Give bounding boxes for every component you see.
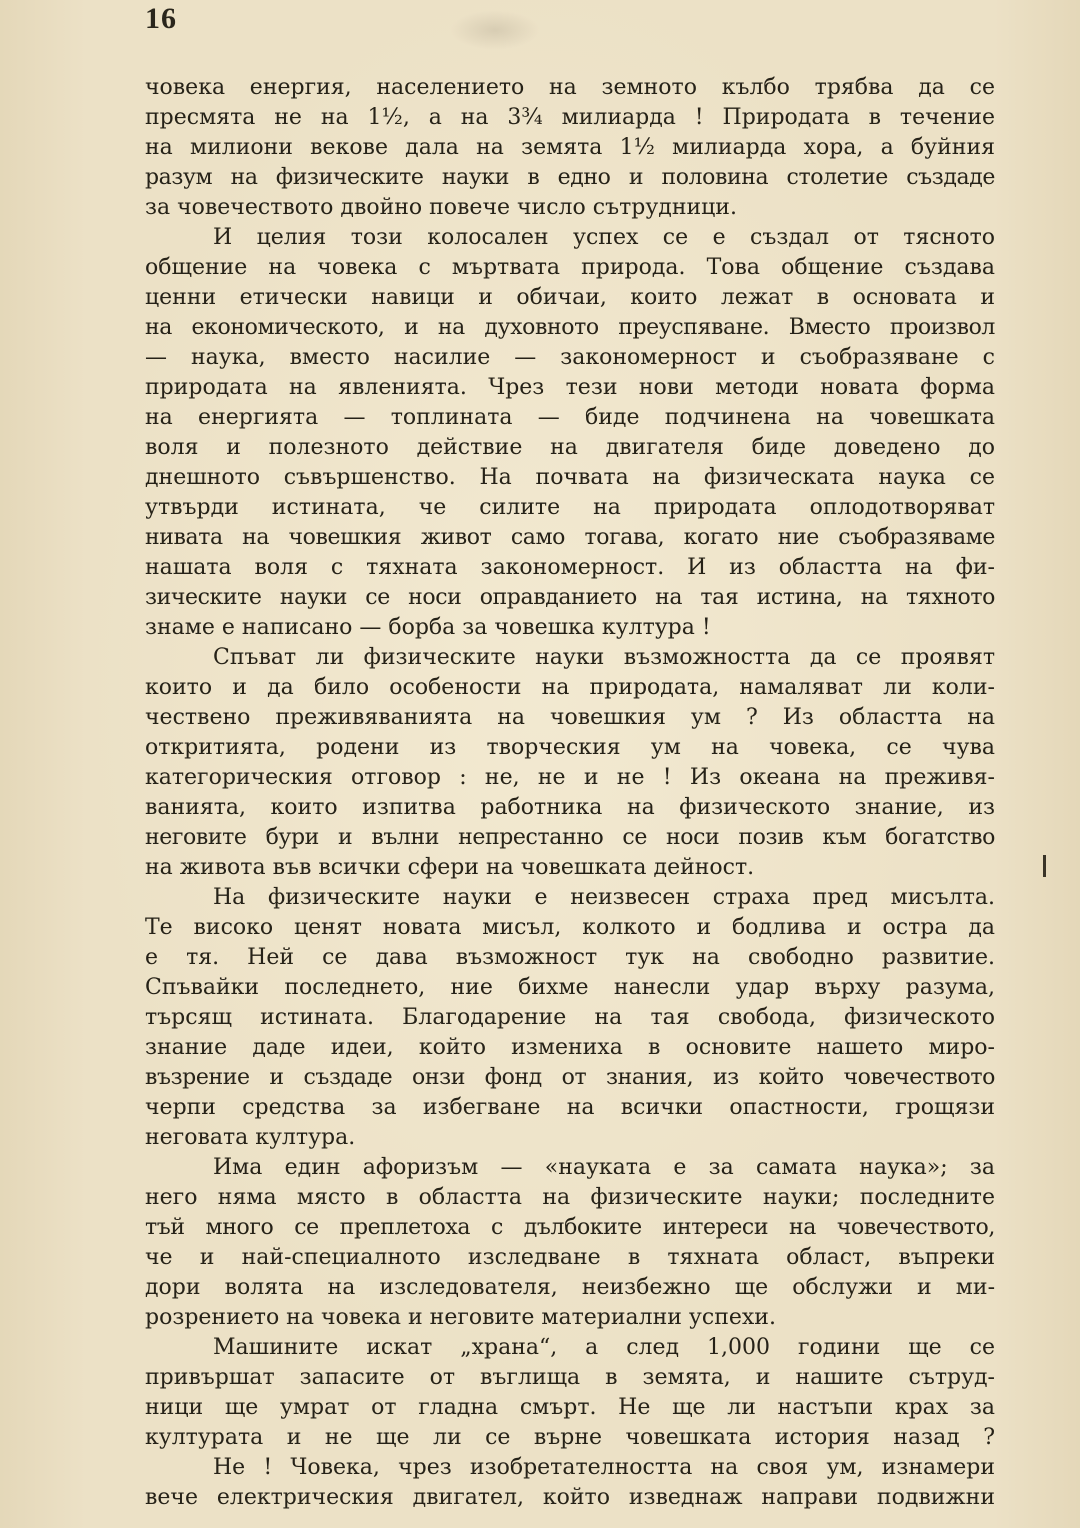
paragraph-first-line: Не ! Човека, чрез изобретателността на своя ум, изнамери: [213, 1455, 995, 1480]
text-line: привършат запасите от въглища в земята, и нашите сътруд-: [145, 1365, 995, 1390]
text-line: на економическото, и на духовното преуспяване. Вместо произвол: [145, 315, 995, 340]
text-line: вече електрическия двигател, който изведнаж направи подвижни: [145, 1485, 995, 1510]
text-line: розрението на човека и неговите материални успехи.: [145, 1305, 776, 1330]
text-line: знание даде идеи, който измениха в основите нашето миро-: [145, 1035, 995, 1060]
text-line: ванията, които изпитва работника на физическото знание, из: [145, 795, 995, 820]
text-line: знаме е написано — борба за човешка култура !: [145, 615, 711, 640]
text-line: откритията, родени из творческия ум на човека, се чува: [145, 735, 995, 760]
paragraph-first-line: Спъват ли физическите науки възможността да се проявят: [213, 645, 995, 670]
paragraph-first-line: Машините искат „храна“, а след 1,000 години ще се: [213, 1335, 995, 1360]
text-line: търсящ истината. Благодарение на тая свобода, физическото: [145, 1005, 995, 1030]
text-line: дори волята на изследователя, неизбежно ще обслужи и ми-: [145, 1275, 995, 1300]
text-line: неговите бури и вълни непрестанно се носи позив към богатство: [145, 825, 995, 850]
text-line: разум на физическите науки в едно и половина столетие създаде: [145, 165, 995, 190]
text-line: ценни етически навици и обичаи, които лежат в основата и: [145, 285, 995, 310]
text-line: че и най-специалното изследване в тяхната област, въпреки: [145, 1245, 995, 1270]
text-line: него няма място в областта на физическите науки; последните: [145, 1185, 995, 1210]
text-line: — наука, вместо насилие — закономерност и съобразяване с: [145, 345, 995, 370]
text-line: черпи средства за избегване на всички опастности, грощязи: [145, 1095, 995, 1120]
text-line: Те високо ценят новата мисъл, колкото и бодлива и остра да: [145, 915, 995, 940]
text-line: природата на явленията. Чрез тези нови методи новата форма: [145, 375, 995, 400]
paragraph-first-line: На физическите науки е неизвесен страха пред мисълта.: [213, 885, 995, 910]
text-line: е тя. Ней се дава възможност тук на свободно развитие.: [145, 945, 995, 970]
text-line: Спъвайки последнето, ние бихме нанесли удар върху разума,: [145, 975, 995, 1000]
margin-mark: [1043, 855, 1046, 877]
text-line: зическите науки се носи оправданието на тая истина, на тяхното: [145, 585, 995, 610]
text-line: тъй много се преплетоха с дълбоките интереси на човечеството,: [145, 1215, 995, 1240]
text-line: нашата воля с тяхната закономерност. И из областта на фи-: [145, 555, 995, 580]
text-line: които и да било особености на природата, намаляват ли коли-: [145, 675, 995, 700]
page-number: 16: [145, 2, 177, 35]
text-line: за човечеството двойно повече число сътрудници.: [145, 195, 737, 220]
paragraph-first-line: И целия този колосален успех се е създал от тясното: [213, 225, 995, 250]
text-line: културата и не ще ли се върне човешката история назад ?: [145, 1425, 995, 1450]
text-line: възрение и създаде онзи фонд от знания, из който човечеството: [145, 1065, 995, 1090]
text-line: днешното съвършенство. На почвата на физическата наука се: [145, 465, 995, 490]
text-line: утвърди истината, че силите на природата оплодотворяват: [145, 495, 995, 520]
text-line: на живота във всички сфери на човешката дейност.: [145, 855, 755, 880]
text-line: общение на човека с мъртвата природа. Това общение създава: [145, 255, 995, 280]
text-line: нивата на човешкия живот само тогава, когато ние съобразяваме: [145, 525, 995, 550]
text-line: ници ще умрат от гладна смърт. Не ще ли настъпи крах за: [145, 1395, 995, 1420]
text-line: категоричеcкия отговор : не, не и не ! Из океана на преживя-: [145, 765, 995, 790]
text-line: на енергията — топлината — биде подчинена на човешката: [145, 405, 995, 430]
text-line: пресмята не на 1½, а на 3¾ милиарда ! Природата в течение: [145, 105, 995, 130]
page-text: [145, 73, 995, 1513]
text-line: чествено преживяванията на човешкия ум ? Из областта на: [145, 705, 995, 730]
text-line: воля и полезното действие на двигателя биде доведено до: [145, 435, 995, 460]
text-line: неговата култура.: [145, 1125, 356, 1150]
text-line: човека енергия, населението на земното кълбо трябва да се: [145, 75, 995, 100]
text-line: на милиони векове дала на земята 1½ милиарда хора, а буйния: [145, 135, 995, 160]
paragraph-first-line: Има един афоризъм — «науката е за самата наука»; за: [213, 1155, 995, 1180]
ink-smudge: [450, 10, 540, 50]
